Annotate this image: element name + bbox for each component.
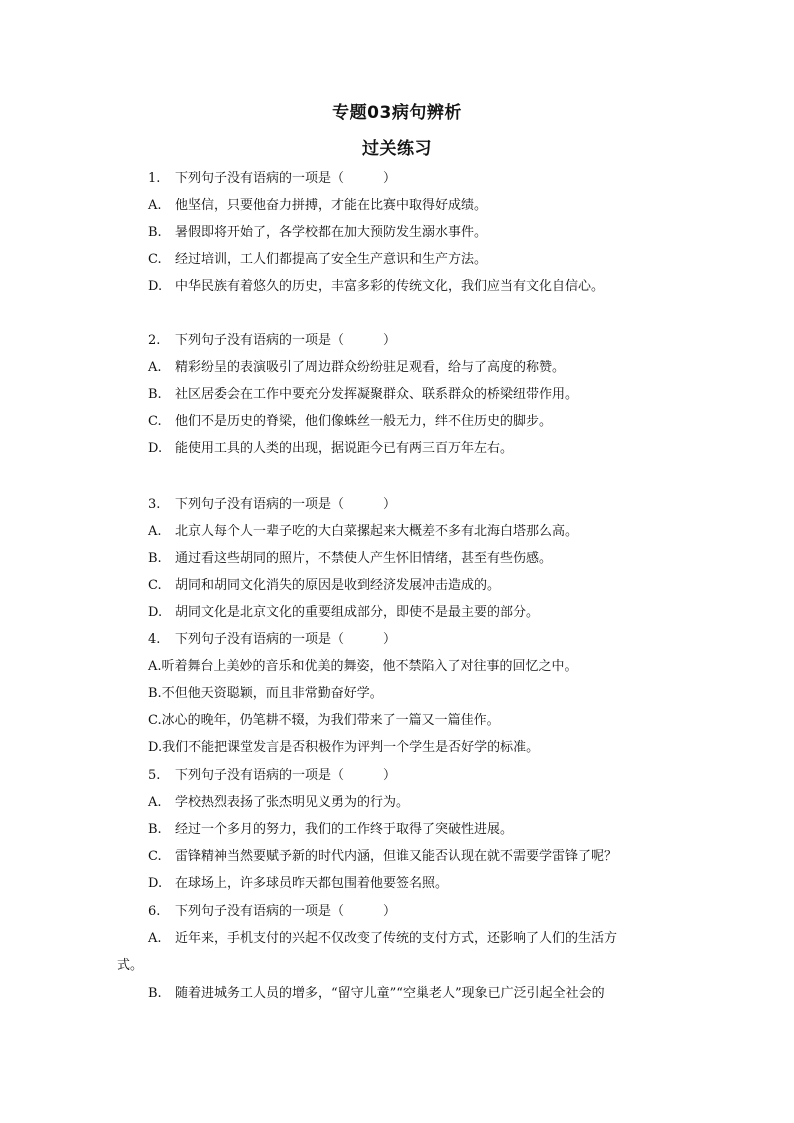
option-text: 胡同和胡同文化消失的原因是收到经济发展冲击造成的。: [175, 578, 501, 593]
option-text: 我们不能把课堂发言是否积极作为评判一个学生是否好学的标准。: [162, 740, 540, 755]
option-text: 学校热烈表扬了张杰明见义勇为的行为。: [175, 795, 410, 810]
option-label: C.: [148, 578, 162, 593]
option-label: A.: [148, 931, 162, 946]
option-label: A.: [148, 795, 162, 810]
option-text: 听着舞台上美妙的音乐和优美的舞姿，他不禁陷入了对往事的回忆之中。: [161, 659, 578, 674]
question-number: 6.: [148, 904, 161, 919]
question-4-option-b: [148, 686, 383, 702]
question-5-option-a: [148, 795, 409, 811]
option-text: 冰心的晚年，仍笔耕不辍，为我们带来了一篇又一篇佳作。: [161, 713, 500, 728]
option-label: B.: [148, 387, 162, 402]
option-label: B.: [148, 551, 162, 566]
question-4-option-d: [148, 740, 539, 756]
question-4-stem: [148, 632, 396, 648]
option-label: D.: [148, 876, 163, 891]
question-number: 1.: [148, 171, 161, 186]
question-6-option-a: [148, 931, 617, 947]
question-5-stem: [148, 768, 396, 784]
question-1-option-a: [148, 198, 487, 214]
option-label: C.: [148, 252, 162, 267]
option-text: 他坚信，只要他奋力拼搏，才能在比赛中取得好成绩。: [175, 198, 488, 213]
option-label: A.: [148, 198, 162, 213]
option-text: 式。: [117, 958, 144, 973]
question-3-option-c: [148, 578, 500, 594]
page-title: 专题03病句辨析: [332, 103, 462, 123]
question-stem-text: 下列句子没有语病的一项是（ ）: [175, 497, 397, 512]
question-2-stem: [148, 333, 396, 349]
question-1-option-c: [148, 252, 487, 268]
question-2-option-d: [148, 441, 513, 457]
option-label: C.: [148, 414, 162, 429]
option-text: 能使用工具的人类的出现，据说距今已有两三百万年左右。: [175, 441, 514, 456]
option-text: 通过看这些胡同的照片，不禁使人产生怀旧情绪，甚至有些伤感。: [175, 551, 553, 566]
option-text: 精彩纷呈的表演吸引了周边群众纷纷驻足观看，给与了高度的称赞。: [175, 360, 566, 375]
question-stem-text: 下列句子没有语病的一项是（ ）: [175, 768, 397, 783]
question-3-stem: [148, 497, 396, 513]
option-label: D.: [148, 279, 163, 294]
option-label: A.: [148, 360, 162, 375]
question-stem-text: 下列句子没有语病的一项是（ ）: [175, 904, 397, 919]
question-5-option-d: [148, 876, 448, 892]
question-number: 4.: [148, 632, 161, 647]
question-2-option-b: [148, 387, 578, 403]
option-label: B.: [148, 225, 162, 240]
option-text: 经过一个多月的努力，我们的工作终于取得了突破性进展。: [175, 822, 514, 837]
question-number: 3.: [148, 497, 161, 512]
question-stem-text: 下列句子没有语病的一项是（ ）: [175, 333, 397, 348]
question-3-option-a: [148, 524, 578, 540]
question-4-option-c: [148, 713, 500, 729]
option-text: 他们不是历史的脊梁，他们像蛛丝一般无力，绊不住历史的脚步。: [175, 414, 553, 429]
question-5-option-b: [148, 822, 513, 838]
option-label: D.: [148, 605, 163, 620]
question-3-option-b: [148, 551, 552, 567]
question-4-option-a: [148, 659, 578, 675]
option-label: B.: [148, 822, 162, 837]
option-text: 中华民族有着悠久的历史，丰富多彩的传统文化，我们应当有文化自信心。: [175, 279, 605, 294]
question-stem-text: 下列句子没有语病的一项是（ ）: [175, 632, 397, 647]
option-label: B.: [148, 686, 162, 701]
question-1-stem: [148, 171, 396, 187]
option-text: 随着进城务工人员的增多，“留守儿童”“空巢老人”现象已广泛引起全社会的: [175, 986, 605, 1001]
option-label: C.: [148, 849, 162, 864]
question-2-option-a: [148, 360, 565, 376]
option-text: 北京人每个人一辈子吃的大白菜摞起来大概差不多有北海白塔那么高。: [175, 524, 579, 539]
option-label: D.: [148, 441, 163, 456]
question-number: 2.: [148, 333, 161, 348]
question-3-option-d: [148, 605, 539, 621]
page-subtitle: 过关练习: [362, 139, 432, 159]
question-5-option-c: [148, 849, 617, 865]
question-stem-text: 下列句子没有语病的一项是（ ）: [175, 171, 397, 186]
question-6-option-b: [148, 986, 605, 1002]
question-6-option-a-continuation: [117, 958, 143, 974]
question-1-option-d: [148, 279, 604, 295]
option-text: 雷锋精神当然要赋予新的时代内涵，但谁又能否认现在就不需要学雷锋了呢？: [175, 849, 618, 864]
option-text: 经过培训，工人们都提高了安全生产意识和生产方法。: [175, 252, 488, 267]
option-text: 社区居委会在工作中要充分发挥凝聚群众、联系群众的桥梁纽带作用。: [175, 387, 579, 402]
option-label: A.: [148, 659, 162, 674]
option-text: 近年来，手机支付的兴起不仅改变了传统的支付方式，还影响了人们的生活方: [175, 931, 618, 946]
question-number: 5.: [148, 768, 161, 783]
option-text: 在球场上，许多球员昨天都包围着他要签名照。: [175, 876, 449, 891]
option-text: 不但他天资聪颖，而且非常勤奋好学。: [161, 686, 383, 701]
question-1-option-b: [148, 225, 487, 241]
option-text: 胡同文化是北京文化的重要组成部分，即使不是最主要的部分。: [175, 605, 540, 620]
option-label: A.: [148, 524, 162, 539]
option-text: 暑假即将开始了，各学校都在加大预防发生溺水事件。: [175, 225, 488, 240]
option-label: B.: [148, 986, 162, 1001]
option-label: D.: [148, 740, 163, 755]
question-6-stem: [148, 904, 396, 920]
question-2-option-c: [148, 414, 552, 430]
option-label: C.: [148, 713, 162, 728]
